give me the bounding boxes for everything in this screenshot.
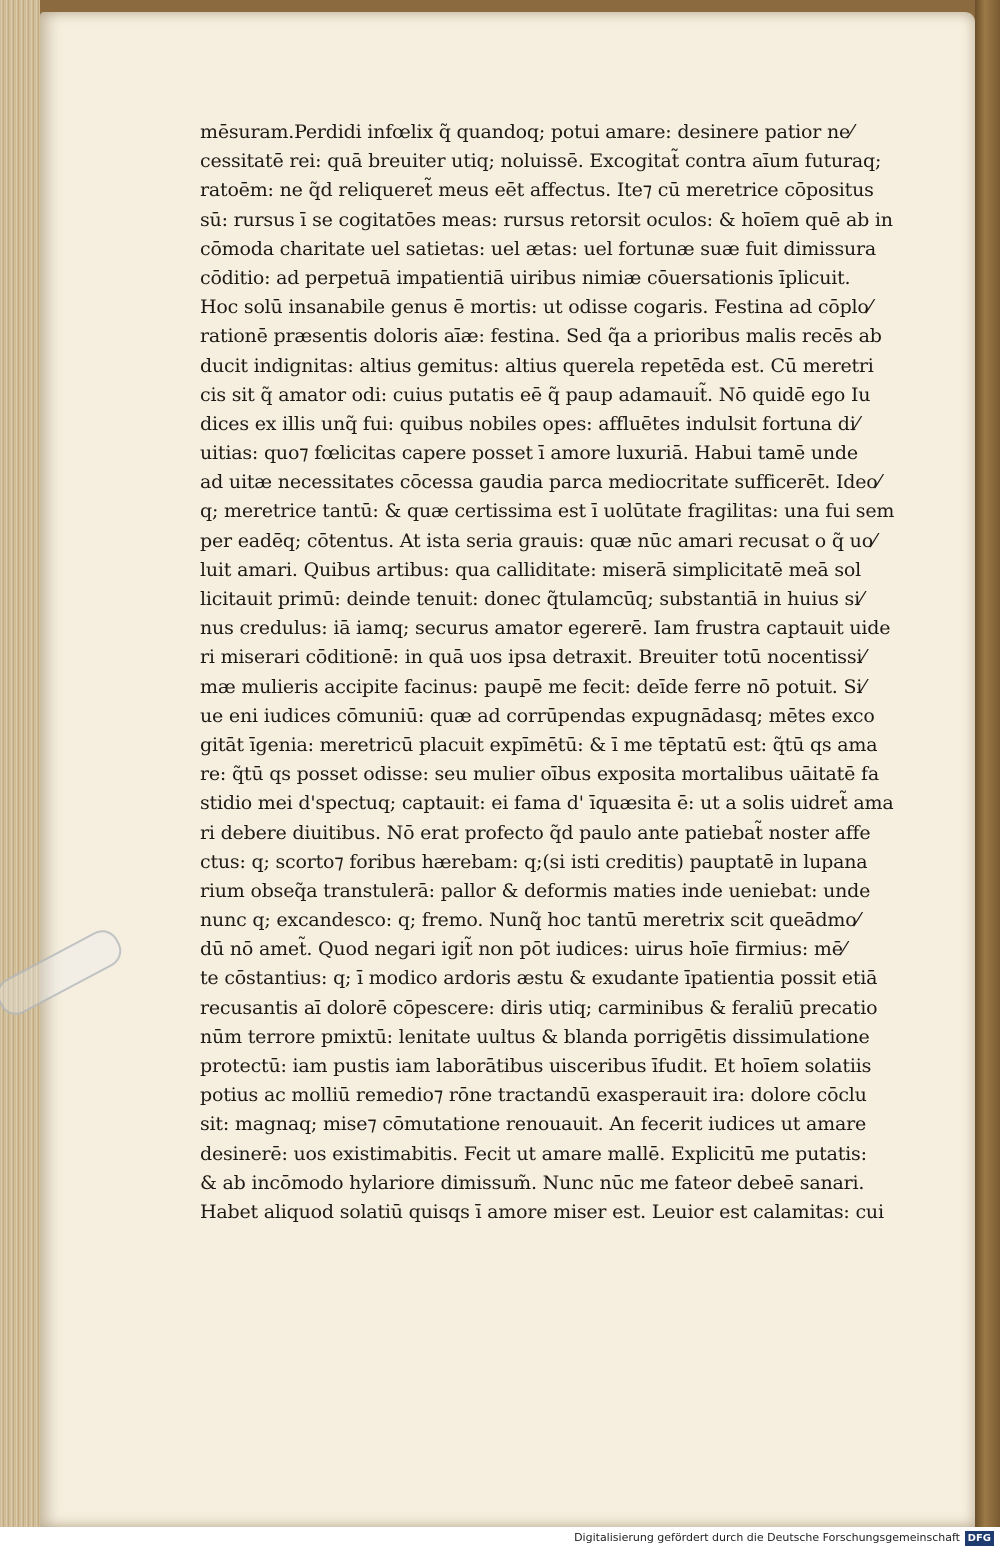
- text-line: protectū: iam pustis iam laborātibus uisceribus īfudit. Et hoīem solatiis: [200, 1055, 872, 1077]
- text-line: potius ac molliū remedio⁊ rōne tractandū exasperauit ira: dolore cōclu: [200, 1084, 867, 1107]
- text-line: nunc q; excandesco: q; fremo. Nunq̃ hoc tantū meretrix scit queādmo⁄: [200, 909, 860, 932]
- text-line: gitāt īgenia: meretricū placuit expīmētū: & ī me tēptatū est: q̃tū qs ama: [200, 733, 878, 756]
- footer-bar: [0, 1527, 1000, 1550]
- text-line: Habet aliquod solatiū quisqs ī amore miser est. Leuior est calamitas: cui: [200, 1200, 884, 1223]
- text-line: recusantis aī dolorē cōpescere: diris utiq; carminibus & feraliū precatio: [200, 996, 878, 1019]
- text-line: dū nō amet̃. Quod negari igit̃ non pōt iudices: uirus hoīe firmius: mē⁄: [200, 938, 846, 961]
- text-line: desinerē: uos existimabitis. Fecit ut amare mallē. Explicitū me putatis:: [200, 1142, 867, 1165]
- text-line: re: q̃tū qs posset odisse: seu mulier oībus exposita mortalibus uāitatē fa: [200, 763, 879, 786]
- text-line: ri debere diuitibus. Nō erat profecto q̃d paulo ante patiebat̃ noster affe: [200, 821, 871, 844]
- text-line: sū: rursus ī se cogitatōes meas: rursus retorsit oculos: & hoīem quē ab in: [200, 208, 893, 231]
- text-line: cessitatē rei: quā breuiter utiq; noluissē. Excogitat̃ contra aīum futuraq;: [200, 150, 882, 173]
- text-line: licitauit primū: deinde tenuit: donec q̃tulamcūq; substantiā in huius si⁄: [200, 588, 863, 610]
- text-line: mēsuram.Perdidi infœlix q̃ quandoq; potui amare: desinere patior ne⁄: [200, 121, 854, 143]
- text-line: per eadēq; cōtentus. At ista seria grauis: quæ nūc amari recusat o q̃ uo⁄: [200, 529, 876, 552]
- text-line: ue eni iudices cōmuniū: quæ ad corrūpendas expugnādasq; mētes exco: [200, 704, 875, 727]
- text-line: uitias: quo⁊ fœlicitas capere posset ī amore luxuriā. Habui tamē unde: [200, 442, 858, 465]
- text-line: mæ mulieris accipite facinus: paupē me fecit: deīde ferre nō potuit. Si⁄: [200, 675, 866, 698]
- text-line: sit: magnaq; mise⁊ cōmutatione renouauit. An fecerit iudices ut amare: [200, 1113, 867, 1136]
- text-line: stidio mei d'spectuq; captauit: ei fama d' īquæsita ē: ut a solis uidret̃ ama: [200, 792, 894, 815]
- text-line: rationē præsentis doloris aīæ: festina. Sed q̃a a prioribus malis recēs ab: [200, 325, 882, 348]
- text-line: cōmoda charitate uel satietas: uel ætas: uel fortunæ suæ fuit dimissura: [200, 237, 877, 260]
- text-line: luit amari. Quibus artibus: qua calliditate: miserā simplicitatē meā sol: [200, 558, 862, 581]
- text-line: cōditio: ad perpetuā impatientiā uiribus nimiæ cōuersationis īplicuit.: [200, 266, 851, 289]
- text-line: & ab incōmodo hylariore dimissum̃. Nunc nūc me fateor debeē sanari.: [200, 1171, 865, 1194]
- text-line: dices ex illis unq̃ fui: quibus nobiles opes: affluētes indulsit fortuna di⁄: [200, 412, 859, 435]
- text-line: q; meretrice tantū: & quæ certissima est ī uolūtate fragilitas: una fui sem: [200, 500, 895, 523]
- dfg-logo: DFG: [965, 1531, 994, 1546]
- incunable-text-block: [200, 118, 900, 1228]
- text-line: ctus: q; scorto⁊ foribus hærebam: q;(si isti creditis) pauptatē in lupana: [200, 850, 868, 873]
- text-line: ad uitæ necessitates cōcessa gaudia parca mediocritate sufficerēt. Ideo⁄: [200, 471, 881, 494]
- book-binding-edge: [975, 0, 1000, 1527]
- text-line: ratoēm: ne q̃d reliqueret̃ meus eēt affectus. Ite⁊ cū meretrice cōpositus: [200, 179, 874, 202]
- funding-credit: Digitalisierung gefördert durch die Deutsche Forschungsgemeinschaft: [574, 1531, 960, 1544]
- text-line: cis sit q̃ amator odi: cuius putatis eē q̃ paup adamauit̃. Nō quidē ego Iu: [200, 383, 871, 406]
- text-line: te cōstantius: q; ī modico ardoris æstu & exudante īpatientia possit etiā: [200, 967, 878, 990]
- text-line: rium obseq̃a transtulerā: pallor & deformis maties inde ueniebat: unde: [200, 879, 871, 902]
- text-line: ducit indignitas: altius gemitus: altius querela repetēda est. Cū meretri: [200, 354, 874, 377]
- text-line: nūm terrore pmixtū: lenitate uultus & blanda porrigētis dissimulatione: [200, 1025, 870, 1048]
- text-line: nus credulus: iā iamq; securus amator egererē. Iam frustra captauit uide: [200, 617, 891, 640]
- text-line: ri miserari cōditionē: in quā uos ipsa detraxit. Breuiter totū nocentissi⁄: [200, 646, 866, 669]
- text-line: Hoc solū insanabile genus ē mortis: ut odisse cogaris. Festina ad cōplo⁄: [200, 296, 872, 319]
- page-stack-edge: [0, 0, 40, 1527]
